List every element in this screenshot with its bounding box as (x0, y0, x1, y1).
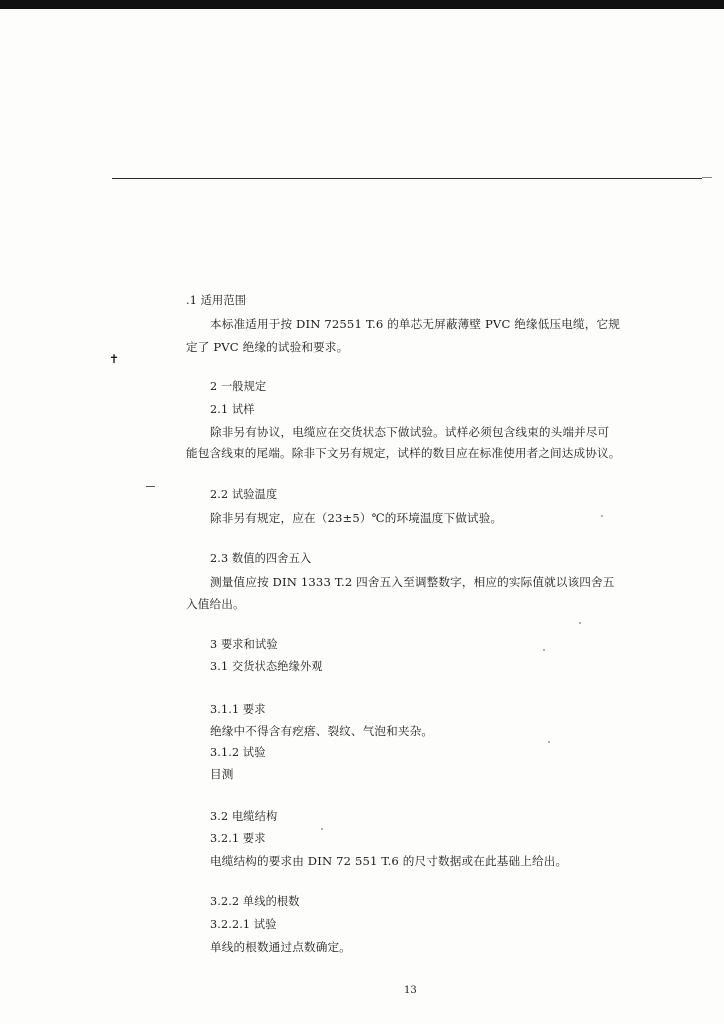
section-2-3-text-line: 入值给出。 (186, 597, 245, 611)
top-edge-bar (0, 0, 724, 9)
scan-speck (548, 741, 550, 743)
section-1-text-line: 定了 PVC 绝缘的试验和要求。 (186, 340, 349, 354)
section-1-heading: .1 适用范围 (186, 294, 247, 307)
section-2-3-text-line: 测量值应按 DIN 1333 T.2 四舍五入至调整数字，相应的实际值就以该四舍五 (210, 575, 615, 589)
section-2-1-text-line: 能包含线束的尾端。除非下文另有规定，试样的数目应在标准使用者之间达成协议。 (186, 446, 621, 460)
section-3-1-2-heading: 3.1.2 试验 (210, 746, 266, 759)
section-3-2-2-1-heading: 3.2.2.1 试验 (210, 918, 277, 931)
section-2-2-heading: 2.2 试验温度 (210, 488, 278, 501)
section-3-1-1-text-line: 绝缘中不得含有疙瘩、裂纹、气泡和夹杂。 (210, 724, 434, 738)
section-3-2-1-heading: 3.2.1 要求 (210, 832, 266, 845)
section-2-1-heading: 2.1 试样 (210, 403, 255, 416)
section-3-1-heading: 3.1 交货状态绝缘外观 (210, 660, 323, 673)
section-3-2-heading: 3.2 电缆结构 (210, 810, 278, 823)
section-2-heading: 2 一般规定 (210, 380, 267, 393)
scan-speck (321, 828, 323, 830)
section-3-2-1-text-line: 电缆结构的要求由 DIN 72 551 T.6 的尺寸数据或在此基础上给出。 (210, 854, 568, 868)
section-3-1-1-heading: 3.1.1 要求 (210, 703, 266, 716)
header-rule (112, 178, 702, 179)
page-number: 13 (404, 985, 417, 996)
section-3-2-2-heading: 3.2.2 单线的根数 (210, 895, 300, 908)
section-2-1-text-line: 除非另有协议，电缆应在交货状态下做试验。试样必须包含线束的头端并尽可 (210, 425, 610, 439)
scan-speck (601, 515, 603, 517)
section-3-heading: 3 要求和试验 (210, 638, 278, 651)
section-3-1-2-text-line: 目测 (210, 767, 234, 781)
margin-mark: ✝ (109, 352, 120, 366)
header-rule-tail (702, 177, 712, 178)
section-2-3-heading: 2.3 数值的四舍五入 (210, 552, 312, 565)
section-1-text-line: 本标准适用于按 DIN 72551 T.6 的单芯无屏蔽薄壁 PVC 绝缘低压电缆，它规 (210, 317, 620, 331)
scan-speck (579, 622, 581, 624)
section-2-2-text-line: 除非另有规定，应在（23±5）℃的环境温度下做试验。 (210, 511, 503, 525)
section-3-2-2-1-text-line: 单线的根数通过点数确定。 (210, 940, 351, 954)
scan-speck (543, 649, 545, 651)
margin-dash (146, 486, 155, 487)
